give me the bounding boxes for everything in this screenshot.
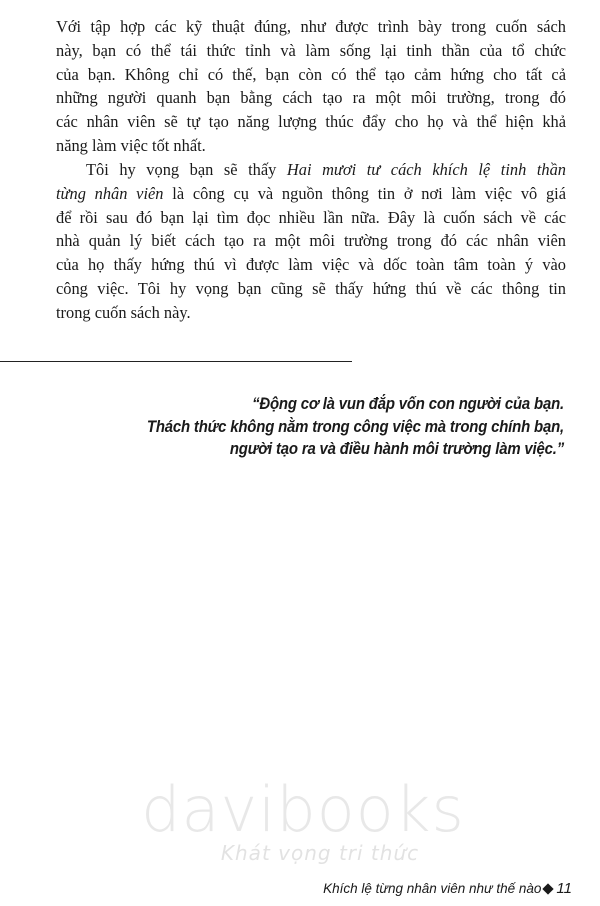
paragraph-line: các nhân viên sẽ tự tạo năng lượng thúc đẩy cho họ và thể hiện khả (56, 112, 566, 132)
text-run: Tôi hy vọng bạn sẽ thấy (86, 160, 287, 179)
paragraph-line (56, 182, 566, 206)
page-footer (323, 880, 572, 897)
paragraph-line: này, bạn có thể tái thức tỉnh và làm sống lại tinh thần của tổ chức (56, 40, 566, 60)
paragraph-line: của họ thấy hứng thú vì được làm việc và dốc toàn tâm toàn ý vào (56, 255, 566, 275)
quote-line: “Động cơ là vun đắp vốn con người của bạn. (252, 394, 564, 413)
pull-quote (96, 393, 564, 461)
paragraph-hope (56, 158, 566, 325)
quote-line: Thách thức không nằm trong công việc mà trong chính bạn, (146, 416, 565, 436)
section-divider (0, 361, 352, 362)
book-title: Hai mươi tư cách khích lệ tinh thần (286, 160, 566, 179)
text-run: là công cụ và nguồn thông tin ở nơi làm việc vô giá (163, 183, 567, 203)
paragraph-line: công việc. Tôi hy vọng bạn cũng sẽ thấy hứng thú về các thông tin (56, 278, 566, 298)
diamond-bullet-icon (543, 883, 554, 894)
paragraph-line: trong cuốn sách này. (56, 302, 191, 322)
paragraph-line: năng làm việc tốt nhất. (56, 135, 206, 155)
watermark-brand: davibooks (141, 773, 465, 846)
publisher-watermark (0, 775, 600, 865)
page-number: 11 (556, 880, 572, 897)
quote-line: người tạo ra và điều hành môi trường làm việc.” (229, 439, 564, 458)
book-title: từng nhân viên (56, 183, 164, 203)
running-title: Khích lệ từng nhân viên như thế nào (323, 881, 542, 896)
paragraph-intro (56, 15, 566, 158)
paragraph-line: Với tập hợp các kỹ thuật đúng, như được trình bày trong cuốn sách (56, 17, 566, 36)
paragraph-line: những người quanh bạn bằng cách tạo ra một môi trường, trong đó (56, 88, 566, 108)
paragraph-line: nhà quản lý biết cách tạo ra một môi trường trong đó các nhân viên (56, 231, 566, 251)
paragraph-line: của bạn. Không chỉ có thế, bạn còn có thể tạo cảm hứng cho tất cả (56, 64, 566, 84)
paragraph-line: để rồi sau đó bạn lại tìm đọc nhiều lần nữa. Đây là cuốn sách về các (56, 207, 566, 227)
watermark-tagline: Khát vọng tri thức (220, 841, 420, 865)
paragraph-line (56, 158, 566, 182)
